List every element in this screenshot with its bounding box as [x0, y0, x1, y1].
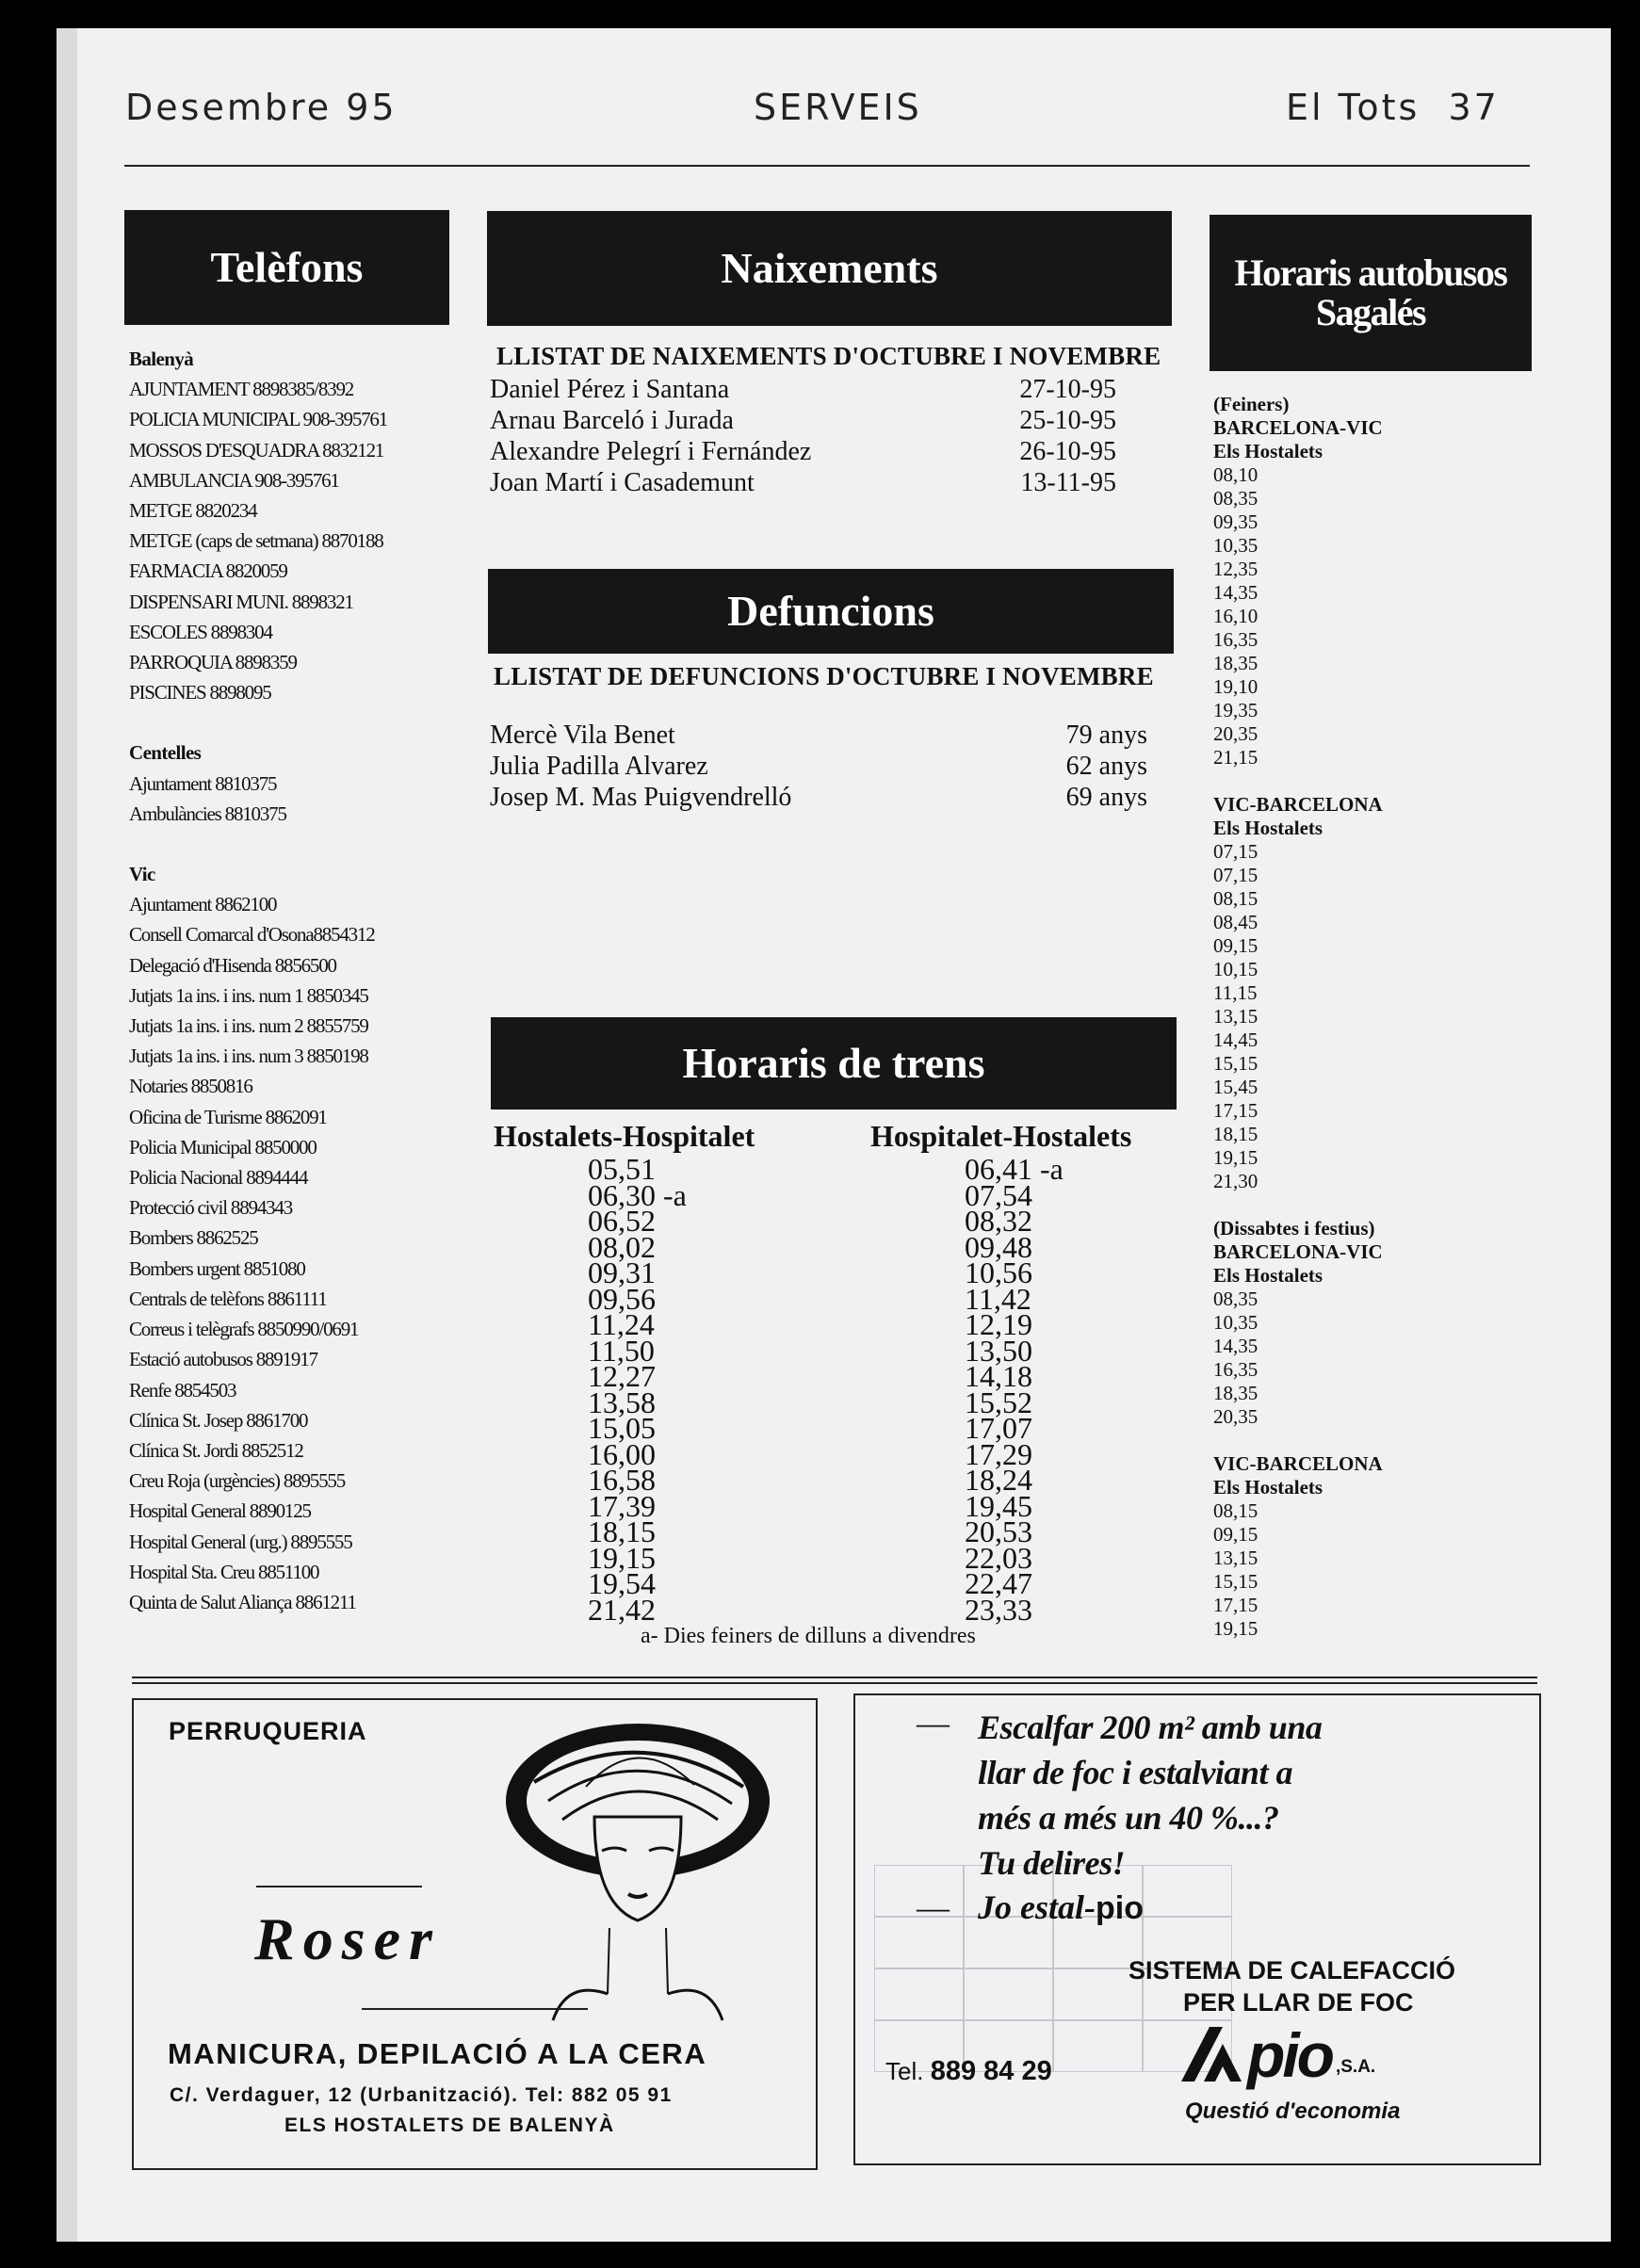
bus-time: 19,10 — [1213, 675, 1258, 698]
roser-logo: Roser — [254, 1905, 441, 1972]
bus-time: 17,15 — [1213, 1594, 1258, 1616]
train-time: 16,00 — [588, 1436, 656, 1471]
death-name: Josep M. Mas Puigvendrelló — [490, 783, 792, 812]
phone-entry: Notaries 8850816 — [129, 1075, 252, 1098]
bus-time: 15,15 — [1213, 1570, 1258, 1593]
phone-entry: Ambulàncies 8810375 — [129, 802, 286, 825]
ad-pio-slogan-line: Tu delires! — [978, 1844, 1126, 1882]
bus-time: 08,45 — [1213, 911, 1258, 933]
bus-time: 14,45 — [1213, 1029, 1258, 1051]
bus-time: 20,35 — [1213, 722, 1258, 745]
ads-rule-2 — [132, 1682, 1537, 1684]
bus-time: 19,15 — [1213, 1146, 1258, 1169]
birth-name: Alexandre Pelegrí i Fernández — [490, 437, 812, 466]
ad-pio-slogan-lines — [978, 1705, 1322, 1886]
ads-rule-1 — [132, 1677, 1537, 1678]
death-row — [490, 751, 1147, 782]
train-time: 19,45 — [965, 1488, 1032, 1523]
birth-date: 27-10-95 — [1019, 375, 1116, 404]
pio-logo — [1181, 2020, 1376, 2090]
birth-date: 13-11-95 — [1020, 468, 1116, 497]
birth-row — [490, 436, 1116, 467]
bus-gap — [1213, 1429, 1430, 1452]
ad-pio — [853, 1693, 1541, 2165]
autobusos-banner — [1210, 215, 1532, 371]
phone-entry: Protecció civil 8894343 — [129, 1196, 293, 1220]
ad-pio-slogan-line: Escalfar 200 m² amb una — [978, 1709, 1323, 1746]
bus-time: 09,35 — [1213, 510, 1258, 533]
train-time: 11,24 — [588, 1307, 655, 1341]
logo-rule-bottom — [362, 2008, 588, 2010]
pio-mountain-icon — [1181, 2023, 1247, 2083]
birth-name: Arnau Barceló i Jurada — [490, 406, 734, 435]
bus-time: 10,35 — [1213, 534, 1258, 557]
birth-name: Joan Martí i Casademunt — [490, 468, 755, 497]
ad-perruqueria-services: MANICURA, DEPILACIÓ A LA CERA — [168, 2037, 707, 2070]
bus-time: 13,15 — [1213, 1005, 1258, 1028]
train-time: 09,56 — [588, 1281, 656, 1316]
group-gap — [129, 829, 449, 859]
phone-entry: Jutjats 1a ins. i ins. num 1 8850345 — [129, 983, 368, 1007]
trens-col-1 — [494, 1119, 755, 1627]
phone-entry: Estació autobusos 8891917 — [129, 1348, 317, 1371]
telefons-list — [129, 344, 449, 1617]
phone-entry: Hospital General (urg.) 8895555 — [129, 1530, 352, 1553]
phone-entry: Clínica St. Jordi 8852512 — [129, 1438, 303, 1462]
bus-stop: Els Hostalets — [1213, 817, 1323, 839]
bus-time: 08,10 — [1213, 463, 1258, 486]
bus-time: 16,35 — [1213, 628, 1258, 651]
ad-pio-slogan: Questió d'economia — [1185, 2098, 1401, 2124]
train-time: 13,50 — [965, 1333, 1032, 1368]
autobusos-list — [1213, 393, 1430, 1641]
phone-entry: Jutjats 1a ins. i ins. num 3 8850198 — [129, 1045, 368, 1068]
bus-time: 07,15 — [1213, 840, 1258, 863]
phone-entry: METGE (caps de setmana) 8870188 — [129, 529, 383, 553]
phone-entry: MOSSOS D'ESQUADRA 8832121 — [129, 438, 384, 462]
phone-entry: ESCOLES 8898304 — [129, 620, 272, 643]
telefons-banner — [124, 210, 449, 325]
birth-row — [490, 405, 1116, 436]
phone-entry: Jutjats 1a ins. i ins. num 2 8855759 — [129, 1014, 368, 1038]
bus-time: 19,35 — [1213, 699, 1258, 721]
train-time: 05,51 — [588, 1152, 656, 1186]
woman-illustration — [496, 1711, 779, 2022]
ad-perruqueria-town: ELS HOSTALETS DE BALENYÀ — [284, 2114, 615, 2136]
train-time: 08,02 — [588, 1229, 656, 1264]
bus-time: 11,15 — [1213, 981, 1258, 1004]
bus-time: 15,15 — [1213, 1052, 1258, 1075]
bus-day-type: (Feiners) — [1213, 393, 1290, 415]
birth-row — [490, 374, 1116, 405]
naixements-banner — [487, 211, 1172, 326]
phone-entry: DISPENSARI MUNI. 8898321 — [129, 590, 353, 613]
ad-perruqueria — [132, 1698, 818, 2170]
bus-time: 16,35 — [1213, 1358, 1258, 1381]
phone-entry: Renfe 8854503 — [129, 1378, 236, 1401]
bus-gap — [1213, 1193, 1430, 1217]
birth-row — [490, 467, 1116, 498]
train-time: 23,33 — [965, 1592, 1032, 1627]
telefons-title: Telèfons — [210, 242, 364, 291]
bus-time: 07,15 — [1213, 864, 1258, 886]
phone-entry: METGE 8820234 — [129, 499, 257, 523]
bus-stop: Els Hostalets — [1213, 1476, 1323, 1498]
pio-logo-text: pio — [1247, 2020, 1332, 2090]
death-name: Mercè Vila Benet — [490, 721, 675, 750]
trens-note: a- Dies feiners de dilluns a divendres — [641, 1624, 976, 1648]
ad-pio-last-line — [978, 1887, 1144, 1927]
train-time: 12,19 — [965, 1307, 1032, 1341]
train-time: 17,29 — [965, 1436, 1032, 1471]
phone-entry: POLICIA MUNICIPAL 908-395761 — [129, 408, 388, 431]
ad-pio-system-2: PER LLAR DE FOC — [1183, 1988, 1414, 2017]
train-time: 21,42 — [588, 1592, 656, 1627]
phone-group-town: Centelles — [129, 741, 202, 765]
train-time: 09,31 — [588, 1256, 656, 1289]
bus-time: 14,35 — [1213, 581, 1258, 604]
trens-col-2-times — [870, 1152, 1131, 1627]
train-time: 11,42 — [965, 1281, 1031, 1316]
bus-time: 10,35 — [1213, 1311, 1258, 1334]
train-time: 11,50 — [588, 1333, 655, 1368]
naixements-title: Naixements — [721, 243, 938, 292]
phone-entry: FARMACIA 8820059 — [129, 559, 287, 583]
trens-col-1-times — [494, 1152, 755, 1627]
page-gutter — [57, 28, 77, 2242]
logo-rule-top — [256, 1886, 422, 1887]
ad-pio-dash-1: — — [917, 1705, 950, 1742]
bus-time: 18,35 — [1213, 652, 1258, 674]
bus-day-type: (Dissabtes i festius) — [1213, 1217, 1375, 1239]
bus-time: 09,15 — [1213, 1523, 1258, 1546]
header-page: El Tots 37 — [1286, 87, 1500, 128]
phone-entry: Policia Nacional 8894444 — [129, 1166, 308, 1190]
death-name: Julia Padilla Alvarez — [490, 752, 708, 781]
header-date: Desembre 95 — [125, 87, 398, 128]
bus-time: 08,15 — [1213, 1499, 1258, 1522]
phone-entry: Centrals de telèfons 8861111 — [129, 1287, 327, 1310]
train-time: 19,15 — [588, 1540, 656, 1575]
bus-stop: Els Hostalets — [1213, 1264, 1323, 1287]
bus-time: 13,15 — [1213, 1547, 1258, 1569]
phone-entry: Quinta de Salut Aliança 8861211 — [129, 1590, 356, 1613]
bus-time: 12,35 — [1213, 558, 1258, 580]
bus-route: VIC-BARCELONA — [1213, 793, 1383, 816]
bus-time: 15,45 — [1213, 1076, 1258, 1098]
ad-pio-tel-number: 889 84 29 — [930, 2056, 1052, 2086]
bus-time: 18,15 — [1213, 1123, 1258, 1145]
bus-time: 08,15 — [1213, 887, 1258, 910]
ad-pio-slogan-line: llar de foc i estalviant a — [978, 1754, 1292, 1791]
trens-col-2-heading: Hospitalet-Hostalets — [870, 1119, 1132, 1153]
autobusos-title-line1: Horaris autobusos — [1234, 251, 1507, 294]
phone-entry: Clínica St. Josep 8861700 — [129, 1408, 308, 1432]
train-time: 09,48 — [965, 1229, 1032, 1264]
death-age: 62 anys — [1065, 752, 1147, 781]
death-row — [490, 782, 1147, 813]
phone-entry: Creu Roja (urgències) 8895555 — [129, 1469, 346, 1493]
defuncions-list — [490, 720, 1147, 813]
bus-time: 09,15 — [1213, 934, 1258, 957]
bus-time: 08,35 — [1213, 487, 1258, 510]
train-time: 22,03 — [965, 1540, 1032, 1575]
train-time: 06,52 — [588, 1204, 656, 1238]
death-age: 69 anys — [1065, 783, 1147, 812]
bus-route: BARCELONA-VIC — [1213, 1240, 1383, 1263]
train-time: 16,58 — [588, 1463, 656, 1497]
bus-time: 19,15 — [1213, 1617, 1258, 1640]
phone-entry: Bombers 8862525 — [129, 1226, 258, 1250]
bus-time: 20,35 — [1213, 1405, 1258, 1428]
death-row — [490, 720, 1147, 751]
train-time: 13,58 — [588, 1385, 656, 1419]
bus-time: 10,15 — [1213, 958, 1258, 980]
bus-gap — [1213, 770, 1430, 793]
train-time: 12,27 — [588, 1359, 656, 1393]
naixements-list — [490, 374, 1116, 498]
phone-entry: PISCINES 8898095 — [129, 681, 271, 705]
ad-pio-dash-2: — — [917, 1889, 950, 1926]
ad-pio-slogan-line: més a més un 40 %...? — [978, 1799, 1279, 1837]
defuncions-subtitle: LLISTAT DE DEFUNCIONS D'OCTUBRE I NOVEMBRE — [494, 662, 1154, 690]
trens-col-1-heading: Hostalets-Hospitalet — [494, 1119, 755, 1153]
trens-title: Horaris de trens — [682, 1038, 985, 1087]
autobusos-title-line2: Sagalés — [1315, 291, 1426, 333]
ad-pio-tel-label: Tel. — [885, 2057, 924, 2085]
train-time: 18,24 — [965, 1463, 1032, 1497]
header-section: SERVEIS — [754, 87, 922, 128]
bus-time: 16,10 — [1213, 605, 1258, 627]
birth-date: 26-10-95 — [1019, 437, 1116, 466]
train-time: 08,32 — [965, 1204, 1032, 1238]
bus-stop: Els Hostalets — [1213, 440, 1323, 462]
header-rule — [124, 165, 1530, 167]
train-time: 10,56 — [965, 1256, 1032, 1289]
pio-logo-suffix: ,S.A. — [1335, 2057, 1376, 2077]
defuncions-title: Defuncions — [727, 586, 934, 635]
phone-entry: Correus i telègrafs 8850990/0691 — [129, 1318, 359, 1341]
bus-time: 21,15 — [1213, 746, 1258, 769]
bus-time: 08,35 — [1213, 1288, 1258, 1310]
birth-name: Daniel Pérez i Santana — [490, 375, 730, 404]
train-time: 15,52 — [965, 1385, 1032, 1419]
defuncions-banner — [488, 569, 1174, 654]
train-time: 18,15 — [588, 1515, 656, 1548]
phone-entry: AJUNTAMENT 8898385/8392 — [129, 378, 354, 401]
phone-group-town: Balenyà — [129, 348, 194, 370]
phone-entry: Ajuntament 8862100 — [129, 893, 277, 916]
bus-time: 14,35 — [1213, 1335, 1258, 1357]
ad-pio-last-prefix: Jo estal- — [978, 1888, 1096, 1926]
train-time: 06,30 -a — [588, 1177, 687, 1212]
train-time: 22,47 — [965, 1566, 1032, 1600]
bus-time: 17,15 — [1213, 1099, 1258, 1122]
death-age: 79 anys — [1065, 721, 1147, 750]
phone-entry: Delegació d'Hisenda 8856500 — [129, 953, 336, 977]
birth-date: 25-10-95 — [1019, 406, 1116, 435]
phone-entry: Policia Municipal 8850000 — [129, 1135, 317, 1158]
group-gap — [129, 707, 449, 737]
train-time: 14,18 — [965, 1359, 1032, 1393]
phone-entry: PARROQUIA 8898359 — [129, 651, 297, 674]
ad-perruqueria-heading: PERRUQUERIA — [169, 1717, 367, 1745]
train-time: 07,54 — [965, 1177, 1032, 1212]
phone-entry: Oficina de Turisme 8862091 — [129, 1105, 327, 1128]
train-time: 17,39 — [588, 1488, 656, 1523]
train-time: 20,53 — [965, 1515, 1032, 1548]
ad-perruqueria-address: C/. Verdaguer, 12 (Urbanització). Tel: 882 05 91 — [170, 2084, 673, 2106]
naixements-subtitle: LLISTAT DE NAIXEMENTS D'OCTUBRE I NOVEMBRE — [496, 342, 1161, 370]
train-time: 06,41 -a — [965, 1152, 1064, 1186]
bus-route: BARCELONA-VIC — [1213, 416, 1383, 439]
trens-col-2 — [870, 1119, 1132, 1627]
train-time: 15,05 — [588, 1411, 656, 1445]
phone-entry: Consell Comarcal d'Osona8854312 — [129, 923, 375, 947]
ad-pio-last-brand: pio — [1095, 1890, 1144, 1926]
phone-entry: Bombers urgent 8851080 — [129, 1256, 305, 1280]
train-time: 17,07 — [965, 1411, 1032, 1445]
train-time: 19,54 — [588, 1566, 656, 1600]
bus-time: 18,35 — [1213, 1382, 1258, 1404]
phone-entry: Hospital General 8890125 — [129, 1499, 311, 1523]
ad-pio-tel — [885, 2056, 1052, 2087]
ad-pio-system-1: SISTEMA DE CALEFACCIÓ — [1129, 1956, 1456, 1984]
phone-entry: Ajuntament 8810375 — [129, 771, 277, 795]
bus-route: VIC-BARCELONA — [1213, 1452, 1383, 1475]
phone-entry: Hospital Sta. Creu 8851100 — [129, 1560, 319, 1583]
phone-group-town: Vic — [129, 863, 155, 886]
phone-entry: AMBULANCIA 908-395761 — [129, 468, 339, 492]
trens-banner — [491, 1017, 1177, 1110]
bus-time: 21,30 — [1213, 1170, 1258, 1192]
